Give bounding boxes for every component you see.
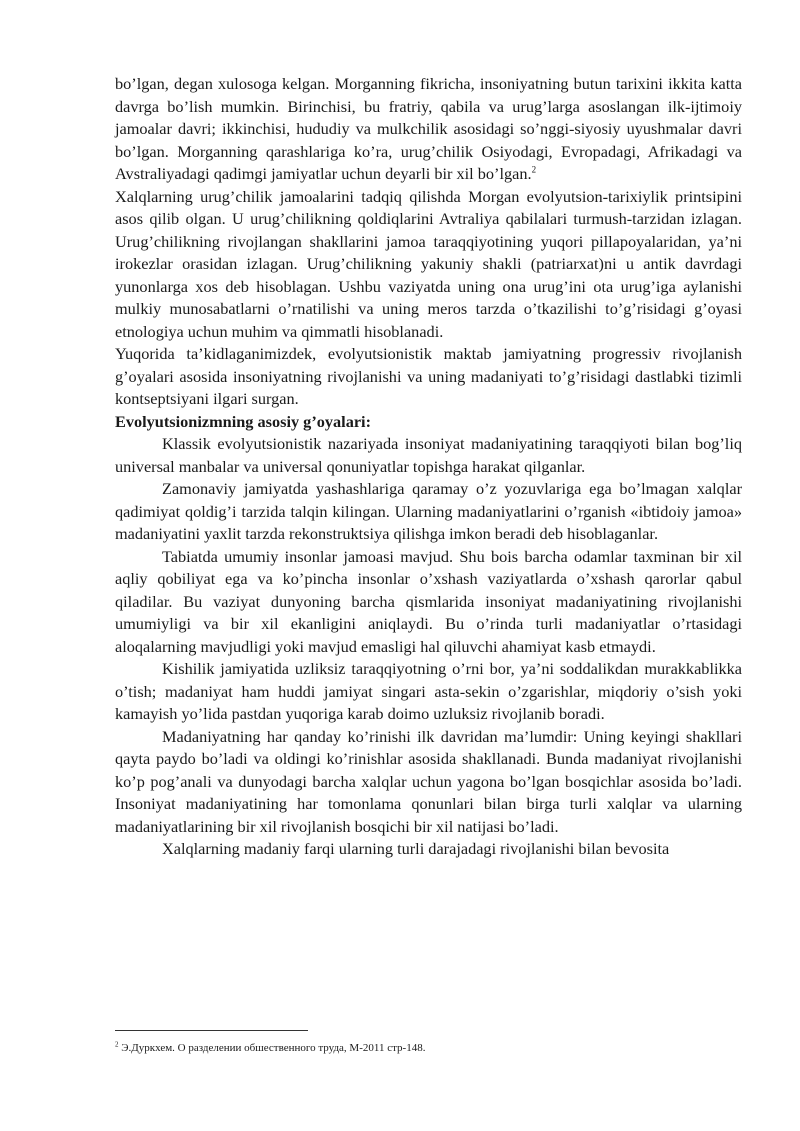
paragraph: Zamonaviy jamiyatda yashashlariga qaramay o’z yozuvlariga ega bo’lmagan xalqlar qadimiyat qoldig’i tarzida talqin kilingan. Ularning madaniyatlarini o’rganish «ibtidoiy jamoa» madaniyatini yaxlit tarzda rekonstruktsiya qilishga imkon beradi deb hisoblaganlar.	[115, 479, 742, 543]
paragraph: Klassik evolyutsionistik nazariyada insoniyat madaniyatining taraqqiyoti bilan bog’liq universal manbalar va universal qonuniyatlar topishga harakat qilganlar.	[115, 434, 742, 476]
paragraph-text: bo’lgan, degan xulosoga kelgan. Morganning fikricha, insoniyatning butun tarixini ikkita katta davrga bo’lish mumkin. Birinchisi, bu fratriy, qabila va urug’larga asoslangan ilk-ijtimoiy jamoalar davri; ikkinchisi, hududiy va mulkchilik asosidagi so’nggi-siyosiy uyushmalar davri bo’lgan. Morganning qarashlariga ko’ra, urug’chilik Osiyodagi, Evropadagi, Afrikadagi va Avstraliyadagi qadimgi jamiyatlar uchun deyarli bir xil bo’lgan.	[115, 74, 742, 183]
body-text	[115, 73, 742, 861]
paragraph	[115, 73, 742, 186]
paragraph: Tabiatda umumiy insonlar jamoasi mavjud. Shu bois barcha odamlar taxminan bir xil aqliy qobiliyat ega va ko’pincha insonlar o’xshash vaziyatlarda o’xshash qarorlar qabul qiladilar. Bu vaziyat dunyoning barcha qismlarida insoniyat madaniyatining rivojlanishi umumiyligi va bir xil ekanligini aniqlaydi. Bu o’rinda turli madaniyatlar o’rtasidagi aloqalarning mavjudligi yoki mavjud emasligi hal qiluvchi ahamiyat kasb etmaydi.	[115, 546, 742, 656]
paragraph: Xalqlarning urug’chilik jamoalarini tadqiq qilishda Morgan evolyutsion-tarixiylik printsipini asos qilib olgan. U urug’chilikning qoldiqlarini Avtraliya qabilalari turmush-tarzidan izlagan. Urug’chilikning rivojlangan shakllarini jamoa taraqqiyotining yuqori pillapoyalaridan, ya’ni irokezlar orasidan izlagan. Urug’chilikning yakuniy shakli (patriarxat)ni u antik davrdagi yunonlarga xos deb hisoblagan. Ushbu vaziyatda uning ona urug’ini ota urug’iga aylanishi mulkiy munosabatlarni o’rnatilishi va uning meros tarzda o’tkazilishi to’g’risidagi g’oyasi etnologiya uchun muhim va qimmatli hisoblanadi.	[115, 186, 742, 341]
section-heading: Evolyutsionizmning asosiy g’oyalari:	[115, 411, 372, 431]
paragraph: Madaniyatning har qanday ko’rinishi ilk davridan ma’lumdir: Uning keyingi shakllari qayta paydo bo’ladi va oldingi ko’rinishlar asosida shakllanadi. Bunda madaniyat rivojlanishi ko’p pog’anali va dunyodagi barcha xalqlar uchun yagona bo’lgan bosqichlar asosida bo’ladi. Insoniyat madaniyatining har tomonlama qonunlari bilan birga turli xalqlar va ularning madaniyatlarining bir xil rivojlanish bosqichi bir xil natijasi bo’ladi.	[115, 726, 742, 836]
paragraph: Xalqlarning madaniy farqi ularning turli darajadagi rivojlanishi bilan bevosita	[162, 839, 670, 858]
footnote-text: Э.Дуркхем. О разделении обшественного труда, М-2011 стр-148.	[118, 1042, 426, 1054]
footnote-divider	[115, 1030, 308, 1031]
footnote-marker: 2	[115, 1040, 119, 1049]
footnote	[115, 1041, 742, 1055]
paragraph: Yuqorida ta’kidlaganimizdek, evolyutsionistik maktab jamiyatning progressiv rivojlanish g’oyalari asosida insoniyatning rivojlanishi va uning madaniyati to’g’risidagi dastlabki tizimli kontseptsiyani ilgari surgan.	[115, 344, 742, 408]
footnote-reference[interactable]: 2	[531, 164, 537, 175]
paragraph: Kishilik jamiyatida uzliksiz taraqqiyotning o’rni bor, ya’ni soddalikdan murakkablikka o’tish; madaniyat ham huddi jamiyat singari asta-sekin o’zgarishlar, miqdoriy o’sish yoki kamayish yo’lida pastdan yuqoriga karab doimo uzluksiz rivojlanib boradi.	[115, 659, 742, 723]
